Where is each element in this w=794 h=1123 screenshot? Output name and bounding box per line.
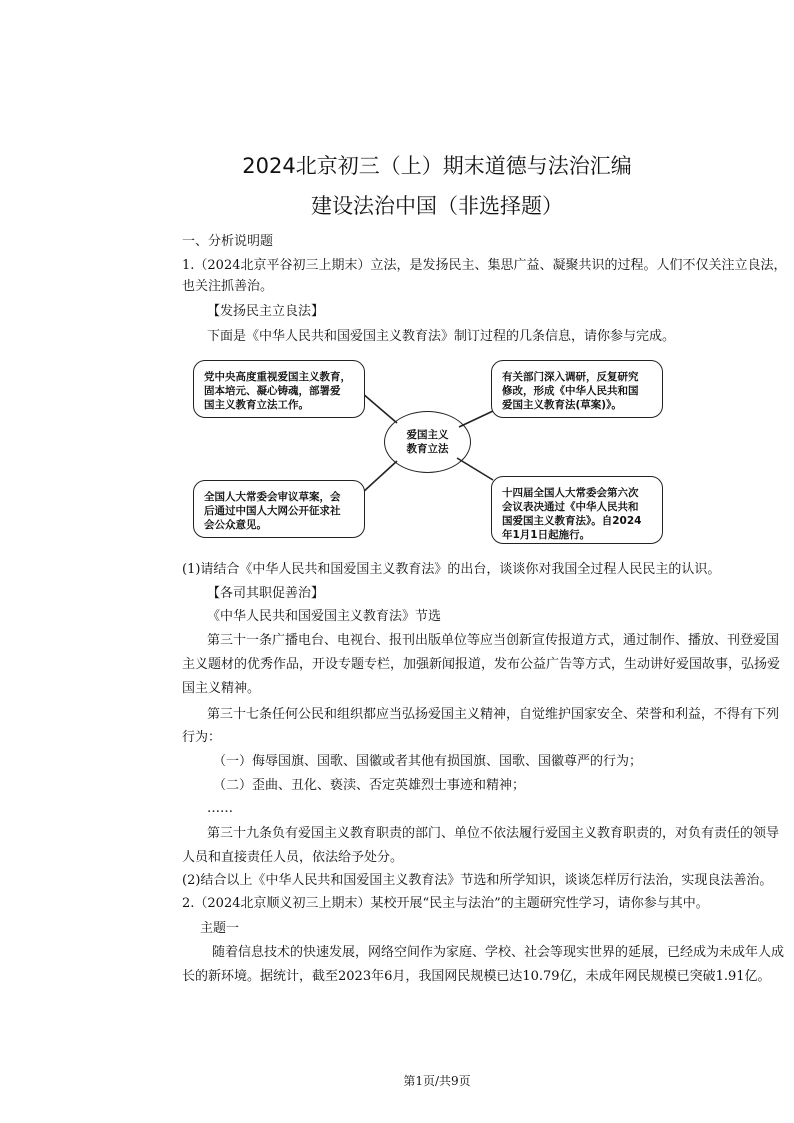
box-text: 修改，形成《中华人民共和国 bbox=[502, 385, 639, 397]
article37-item1: （一）侮辱国旗、国歌、国徽或者其他有损国旗、国歌、国徽尊严的行为； bbox=[213, 754, 643, 769]
article37-line2: 行为： bbox=[182, 730, 222, 745]
q1-tag-democracy: 【发扬民主立良法】 bbox=[207, 304, 325, 319]
diagram-box-bottom-right bbox=[491, 476, 663, 544]
box-text: 有关部门深入调研，反复研究 bbox=[502, 371, 639, 383]
box-text: 党中央高度重视爱国主义教育， bbox=[204, 371, 351, 383]
box-text: 十四届全国人大常委会第六次 bbox=[502, 487, 639, 499]
box-text: 国主义教育立法工作。 bbox=[204, 399, 309, 411]
q2-paragraph-line1: 随着信息技术的快速发展，网络空间作为家庭、学校、社会等现实世界的延展，已经成为未成年人成 bbox=[212, 945, 785, 960]
q1-intro: 下面是《中华人民共和国爱国主义教育法》制订过程的几条信息，请你参与完成。 bbox=[207, 329, 676, 344]
article31-line3: 国主义精神。 bbox=[182, 681, 261, 696]
box-text: 年1月1日起施行。 bbox=[502, 529, 591, 541]
q2-paragraph-line2: 长的新环境。据统计，截至2023年6月，我国网民规模已达10.79亿，未成年网民规模已突破1.91亿。 bbox=[182, 969, 771, 984]
q1-stem-line1: 1.（2024北京平谷初三上期末）立法，是发扬民主、集思广益、凝聚共识的过程。人们不仅关注立良法， bbox=[182, 258, 787, 273]
box-text: 会公众意见。 bbox=[204, 519, 267, 531]
article31-line1: 第三十一条广播电台、电视台、报刊出版单位等应当创新宣传报道方式，通过制作、播放、刊登爱国 bbox=[207, 633, 780, 648]
box-text: 全国人大常委会审议草案，会 bbox=[204, 491, 341, 503]
q2-theme-heading: 主题一 bbox=[200, 921, 240, 936]
q2-stem: 2.（2024北京顺义初三上期末）某校开展“民主与法治”的主题研究性学习，请你参与其中。 bbox=[182, 896, 709, 911]
box-text: 会议表决通过《中华人民共和 bbox=[502, 501, 639, 513]
box-text: 国爱国主义教育法》。自2024 bbox=[502, 515, 642, 527]
box-text: 后通过中国人大网公开征求社 bbox=[204, 505, 341, 517]
article37-line1: 第三十七条任何公民和组织都应当弘扬爱国主义精神，自觉维护国家安全、荣誉和利益，不得有下列 bbox=[207, 707, 780, 722]
q1-excerpt-title: 《中华人民共和国爱国主义教育法》节选 bbox=[207, 609, 442, 624]
article39-line1: 第三十九条负有爱国主义教育职责的部门、单位不依法履行爱国主义教育职责的，对负有责任的领导 bbox=[207, 826, 780, 841]
diagram-box-top-left bbox=[193, 360, 365, 418]
page-footer: 第1页/共9页 bbox=[403, 1074, 471, 1088]
center-text: 教育立法 bbox=[406, 443, 449, 455]
q1-sub1: (1)请结合《中华人民共和国爱国主义教育法》的出台，谈谈你对我国全过程人民民主的认识。 bbox=[182, 562, 721, 577]
diagram-center-ellipse bbox=[384, 411, 471, 473]
page-title: 2024北京初三（上）期末道德与法治汇编 bbox=[242, 154, 632, 178]
diagram-box-bottom-left bbox=[193, 480, 365, 538]
diagram-box-top-right bbox=[491, 360, 663, 418]
box-text: 固本培元、凝心铸魂，部署爱 bbox=[204, 385, 341, 397]
article31-line2: 主义题材的优秀作品，开设专题专栏，加强新闻报道，发布公益广告等方式，生动讲好爱国故事，弘扬爱 bbox=[182, 657, 781, 672]
ellipsis: …… bbox=[207, 801, 233, 816]
center-text: 爱国主义 bbox=[406, 429, 449, 441]
section-heading: 一、分析说明题 bbox=[182, 234, 274, 249]
article37-item2: （二）歪曲、丑化、亵渎、否定英雄烈士事迹和精神； bbox=[213, 778, 526, 793]
page-subtitle: 建设法治中国（非选择题） bbox=[311, 194, 563, 218]
box-text: 爱国主义教育法(草案)》。 bbox=[502, 399, 622, 411]
q1-sub2: (2)结合以上《中华人民共和国爱国主义教育法》节选和所学知识，谈谈怎样厉行法治，实现良法善治。 bbox=[182, 873, 773, 888]
q1-tag-governance: 【各司其职促善治】 bbox=[207, 586, 325, 601]
article39-line2: 人员和直接责任人员，依法给予处分。 bbox=[182, 850, 404, 865]
q1-stem-line2: 也关注抓善治。 bbox=[182, 279, 274, 294]
